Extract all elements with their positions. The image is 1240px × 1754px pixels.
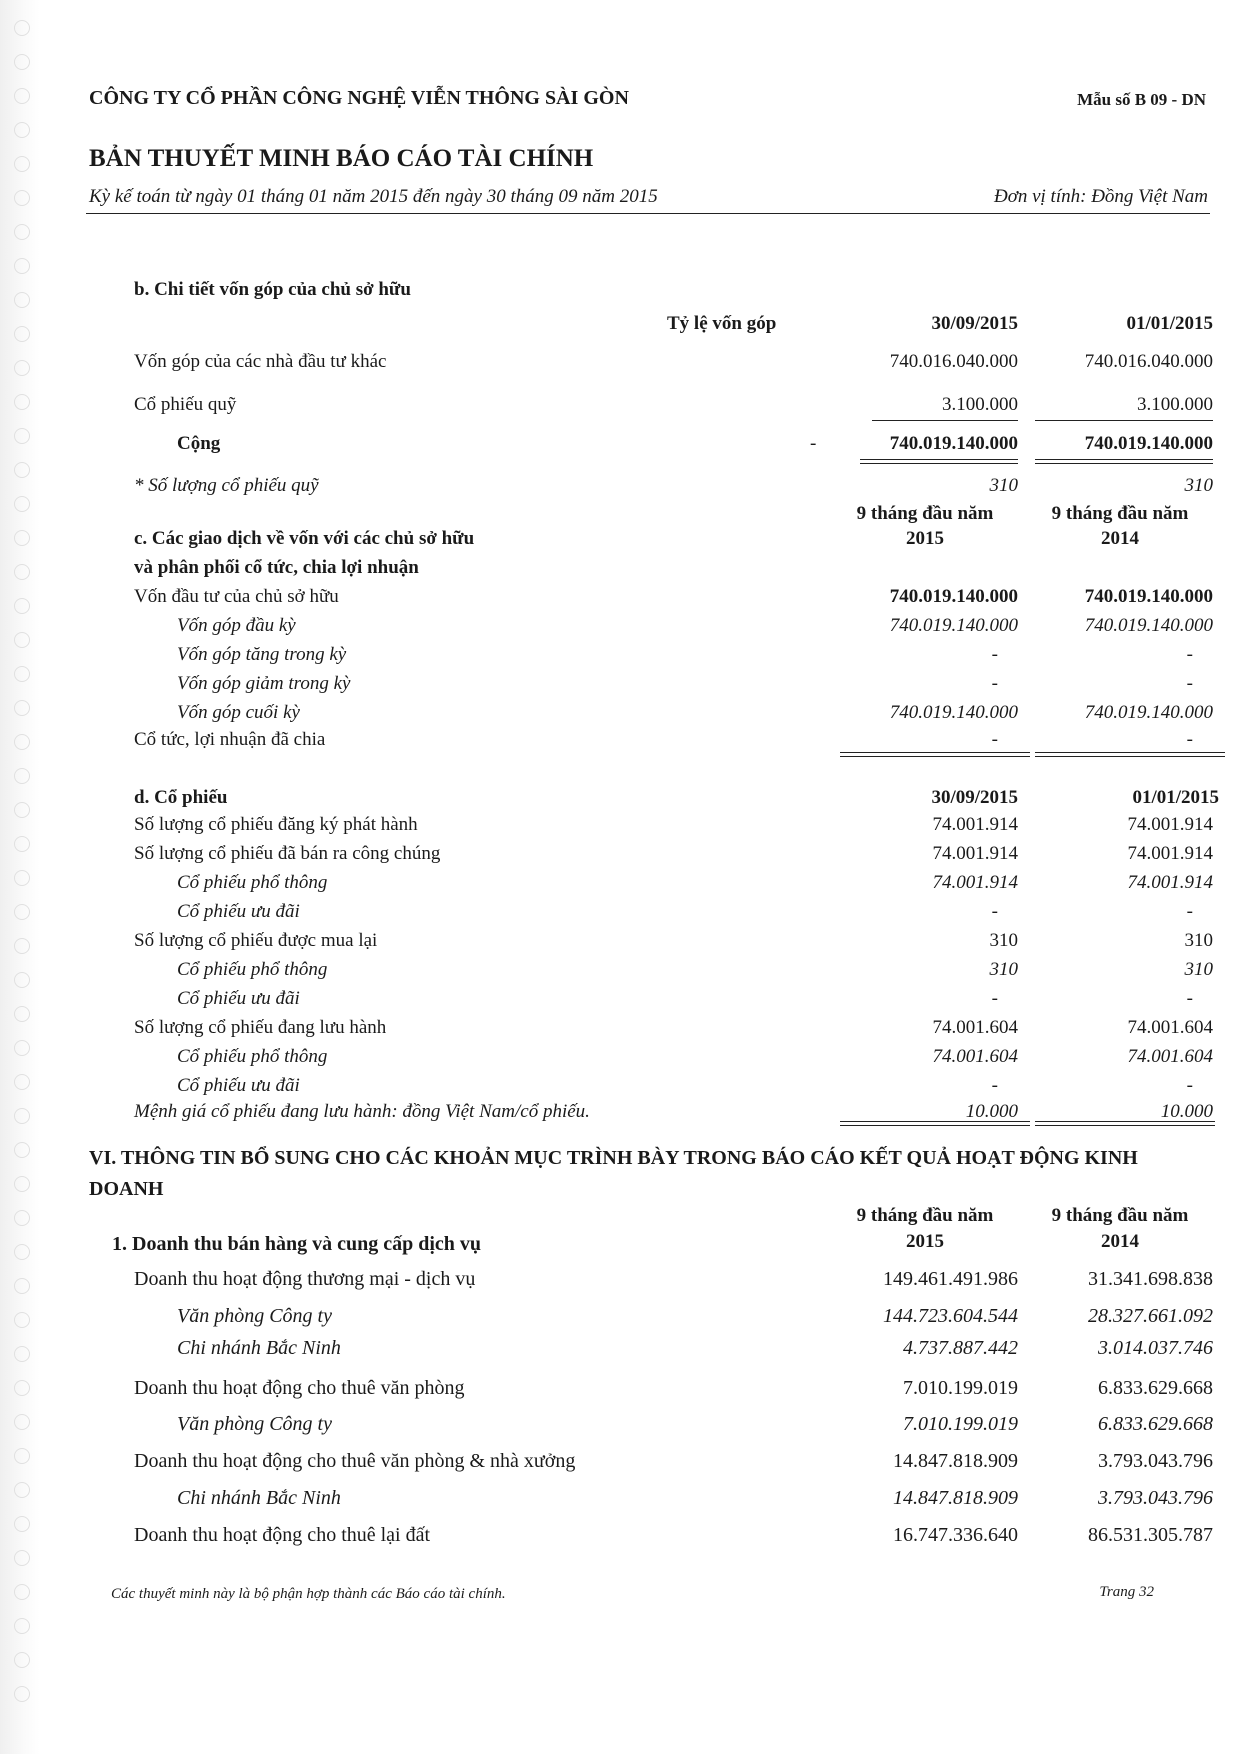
binding-hole — [14, 1074, 30, 1090]
row-label: Cổ phiếu ưu đãi — [177, 988, 300, 1009]
row-label: Số lượng cổ phiếu đăng ký phát hành — [134, 814, 418, 835]
row-label: Văn phòng Công ty — [177, 1413, 332, 1435]
form-code: Mẫu số B 09 - DN — [1077, 90, 1206, 109]
binding-hole — [14, 1380, 30, 1396]
binding-hole — [14, 394, 30, 410]
binding-hole — [14, 938, 30, 954]
row-value-1: - — [991, 644, 998, 665]
col-header-1-line2: 2015 — [906, 1231, 944, 1252]
treasury-note-label: * Số lượng cổ phiếu quỹ — [134, 475, 319, 496]
row-label: Vốn góp tăng trong kỳ — [177, 644, 347, 665]
col-header-1: 30/09/2015 — [931, 787, 1018, 808]
reporting-period: Kỳ kế toán từ ngày 01 tháng 01 năm 2015 đến ngày 30 tháng 09 năm 2015 — [89, 186, 658, 207]
section-d-double-rule — [840, 1121, 1030, 1126]
row-value-1: 74.001.914 — [932, 872, 1018, 893]
binding-hole — [14, 258, 30, 274]
total-value-2: 740.019.140.000 — [1084, 433, 1213, 454]
binding-hole — [14, 54, 30, 70]
binding-hole — [14, 1618, 30, 1634]
row-value-2: 74.001.914 — [1127, 843, 1213, 864]
binding-hole — [14, 156, 30, 172]
row-value-1: 7.010.199.019 — [903, 1413, 1018, 1435]
revenue-heading: 1. Doanh thu bán hàng và cung cấp dịch vụ — [112, 1233, 482, 1255]
subtotal-rule — [872, 420, 1018, 421]
row-value-2: - — [1186, 1075, 1193, 1096]
row-value-1: 740.016.040.000 — [889, 351, 1018, 372]
currency-unit: Đơn vị tính: Đồng Việt Nam — [993, 186, 1208, 207]
binding-hole — [14, 1210, 30, 1226]
binding-hole — [14, 1482, 30, 1498]
row-value-2: 740.019.140.000 — [1084, 615, 1213, 636]
row-label: Doanh thu hoạt động cho thuê văn phòng & nhà xưởng — [134, 1450, 576, 1472]
row-value-1: 74.001.914 — [932, 843, 1018, 864]
row-value-2: - — [1186, 644, 1193, 665]
row-label: Doanh thu hoạt động cho thuê lại đất — [134, 1524, 431, 1546]
binding-hole — [14, 1278, 30, 1294]
row-label: Vốn góp giảm trong kỳ — [177, 673, 351, 694]
row-value-2: 74.001.604 — [1127, 1046, 1213, 1067]
binding-hole — [14, 700, 30, 716]
binding-hole — [14, 734, 30, 750]
row-value-1: 144.723.604.544 — [883, 1305, 1018, 1327]
col-header-1: 30/09/2015 — [931, 313, 1018, 334]
col-header-2: 01/01/2015 — [1132, 787, 1219, 808]
total-value-1: 740.019.140.000 — [889, 433, 1018, 454]
row-label: Vốn góp cuối kỳ — [177, 702, 300, 723]
row-value-1: 74.001.604 — [932, 1046, 1018, 1067]
row-value-1: 740.019.140.000 — [889, 702, 1018, 723]
row-label: Mệnh giá cổ phiếu đang lưu hành: đồng Việt Nam/cổ phiếu. — [134, 1101, 590, 1122]
binding-hole — [14, 768, 30, 784]
row-value-1: - — [991, 901, 998, 922]
binding-hole — [14, 632, 30, 648]
binding-hole — [14, 1652, 30, 1668]
col-header-2-line2: 2014 — [1101, 1231, 1139, 1252]
row-label: Vốn góp đầu kỳ — [177, 615, 296, 636]
total-label: Cộng — [177, 433, 221, 454]
section-d-double-rule — [1035, 1121, 1215, 1126]
binding-hole — [14, 1312, 30, 1328]
col-header-1-line1: 9 tháng đầu năm — [856, 503, 994, 524]
row-label: Cổ phiếu phổ thông — [177, 1046, 328, 1067]
section-d-heading: d. Cổ phiếu — [134, 787, 228, 808]
row-value-2: 740.019.140.000 — [1084, 586, 1213, 607]
binding-hole — [14, 1108, 30, 1124]
binding-hole — [14, 972, 30, 988]
col-header-1-line2: 2015 — [906, 528, 944, 549]
treasury-note-value-2: 310 — [1184, 475, 1213, 496]
binding-hole — [14, 598, 30, 614]
row-label: Doanh thu hoạt động thương mại - dịch vụ — [134, 1268, 476, 1290]
row-label: Cổ tức, lợi nhuận đã chia — [134, 729, 326, 750]
row-label: Văn phòng Công ty — [177, 1305, 332, 1327]
binding-hole — [14, 1176, 30, 1192]
row-value-2: 3.100.000 — [1137, 394, 1213, 415]
row-value-2: 74.001.914 — [1127, 872, 1213, 893]
row-label: Chi nhánh Bắc Ninh — [177, 1337, 341, 1359]
row-value-1: 10.000 — [965, 1101, 1018, 1122]
row-label: Vốn đầu tư của chủ sở hữu — [134, 586, 339, 607]
row-value-1: 14.847.818.909 — [893, 1450, 1018, 1472]
row-label: Doanh thu hoạt động cho thuê văn phòng — [134, 1377, 465, 1399]
binding-hole — [14, 88, 30, 104]
binding-hole — [14, 462, 30, 478]
row-value-2: 3.793.043.796 — [1098, 1487, 1213, 1509]
binding-hole — [14, 1686, 30, 1702]
binding-hole — [14, 870, 30, 886]
section-c-double-rule — [1035, 752, 1225, 757]
col-ratio-header: Tỷ lệ vốn góp — [667, 313, 777, 334]
total-double-rule — [1035, 459, 1213, 464]
row-value-2: - — [1186, 901, 1193, 922]
row-value-2: 310 — [1184, 959, 1213, 980]
row-label: Cổ phiếu phổ thông — [177, 959, 328, 980]
binding-hole — [14, 564, 30, 580]
company-name: CÔNG TY CỔ PHẦN CÔNG NGHỆ VIỄN THÔNG SÀI GÒN — [89, 87, 629, 109]
page-number: Trang 32 — [1099, 1584, 1154, 1600]
row-value-2: 28.327.661.092 — [1088, 1305, 1213, 1327]
row-label: Số lượng cổ phiếu đang lưu hành — [134, 1017, 387, 1038]
total-double-rule — [860, 459, 1018, 464]
row-value-2: 740.016.040.000 — [1084, 351, 1213, 372]
binding-hole — [14, 1448, 30, 1464]
row-value-2: 74.001.604 — [1127, 1017, 1213, 1038]
row-value-2: 31.341.698.838 — [1088, 1268, 1213, 1290]
row-value-2: 10.000 — [1160, 1101, 1213, 1122]
binding-hole — [14, 1040, 30, 1056]
row-label: Cổ phiếu quỹ — [134, 394, 237, 415]
row-value-1: - — [991, 988, 998, 1009]
subtotal-rule — [1035, 420, 1213, 421]
row-value-2: 6.833.629.668 — [1098, 1377, 1213, 1399]
col-header-2-line1: 9 tháng đầu năm — [1051, 1205, 1189, 1226]
row-value-2: 3.793.043.796 — [1098, 1450, 1213, 1472]
binding-hole — [14, 428, 30, 444]
col-header-2-line2: 2014 — [1101, 528, 1139, 549]
row-value-1: 310 — [989, 930, 1018, 951]
row-value-1: 740.019.140.000 — [889, 586, 1018, 607]
binding-holes — [12, 20, 34, 1720]
binding-hole — [14, 1346, 30, 1362]
page-title: BẢN THUYẾT MINH BÁO CÁO TÀI CHÍNH — [89, 145, 594, 172]
row-value-2: 3.014.037.746 — [1098, 1337, 1213, 1359]
header-rule — [86, 213, 1210, 214]
binding-hole — [14, 360, 30, 376]
section-vi-heading: VI. THÔNG TIN BỔ SUNG CHO CÁC KHOẢN MỤC TRÌNH BÀY TRONG BÁO CÁO KẾT QUẢ HOẠT ĐỘNG KINH — [89, 1147, 1138, 1169]
footer-note: Các thuyết minh này là bộ phận hợp thành các Báo cáo tài chính. — [111, 1586, 506, 1602]
binding-hole — [14, 836, 30, 852]
binding-hole — [14, 802, 30, 818]
row-value-2: - — [1186, 673, 1193, 694]
row-value-2: 6.833.629.668 — [1098, 1413, 1213, 1435]
binding-hole — [14, 1244, 30, 1260]
row-label: Chi nhánh Bắc Ninh — [177, 1487, 341, 1509]
row-value-1: 149.461.491.986 — [883, 1268, 1018, 1290]
binding-hole — [14, 1006, 30, 1022]
row-value-1: 16.747.336.640 — [893, 1524, 1018, 1546]
row-value-1: - — [991, 673, 998, 694]
row-value-1: 4.737.887.442 — [903, 1337, 1018, 1359]
row-value-1: 310 — [989, 959, 1018, 980]
binding-hole — [14, 496, 30, 512]
row-value-1: 14.847.818.909 — [893, 1487, 1018, 1509]
binding-hole — [14, 224, 30, 240]
row-value-2: - — [1186, 729, 1193, 750]
row-label: Cổ phiếu ưu đãi — [177, 901, 300, 922]
binding-hole — [14, 904, 30, 920]
binding-hole — [14, 20, 30, 36]
binding-hole — [14, 122, 30, 138]
binding-hole — [14, 666, 30, 682]
row-value-2: 74.001.914 — [1127, 814, 1213, 835]
row-value-2: 86.531.305.787 — [1088, 1524, 1213, 1546]
binding-hole — [14, 1142, 30, 1158]
row-value-1: 74.001.914 — [932, 814, 1018, 835]
row-label: Số lượng cổ phiếu đã bán ra công chúng — [134, 843, 441, 864]
binding-hole — [14, 1414, 30, 1430]
section-b-heading: b. Chi tiết vốn góp của chủ sở hữu — [134, 279, 411, 300]
col-header-1-line1: 9 tháng đầu năm — [856, 1205, 994, 1226]
row-label: Số lượng cổ phiếu được mua lại — [134, 930, 378, 951]
binding-hole — [14, 292, 30, 308]
row-value-2: 310 — [1184, 930, 1213, 951]
row-value-1: - — [991, 1075, 998, 1096]
row-value-2: 740.019.140.000 — [1084, 702, 1213, 723]
binding-hole — [14, 530, 30, 546]
row-value-2: - — [1186, 988, 1193, 1009]
row-value-1: - — [991, 729, 998, 750]
col-header-2-line1: 9 tháng đầu năm — [1051, 503, 1189, 524]
row-label: Cổ phiếu ưu đãi — [177, 1075, 300, 1096]
col-header-2: 01/01/2015 — [1126, 313, 1213, 334]
binding-hole — [14, 326, 30, 342]
binding-hole — [14, 1550, 30, 1566]
total-ratio: - — [810, 433, 817, 454]
row-label: Cổ phiếu phổ thông — [177, 872, 328, 893]
binding-hole — [14, 1516, 30, 1532]
section-c-heading-cont: và phân phối cổ tức, chia lợi nhuận — [134, 557, 419, 578]
row-value-1: 740.019.140.000 — [889, 615, 1018, 636]
row-value-1: 74.001.604 — [932, 1017, 1018, 1038]
section-c-double-rule — [840, 752, 1030, 757]
section-c-heading: c. Các giao dịch về vốn với các chủ sở hữu — [134, 528, 475, 549]
treasury-note-value-1: 310 — [989, 475, 1018, 496]
binding-hole — [14, 190, 30, 206]
binding-hole — [14, 1584, 30, 1600]
row-value-1: 3.100.000 — [942, 394, 1018, 415]
section-vi-heading-cont: DOANH — [89, 1178, 164, 1200]
row-value-1: 7.010.199.019 — [903, 1377, 1018, 1399]
row-label: Vốn góp của các nhà đầu tư khác — [134, 351, 387, 372]
